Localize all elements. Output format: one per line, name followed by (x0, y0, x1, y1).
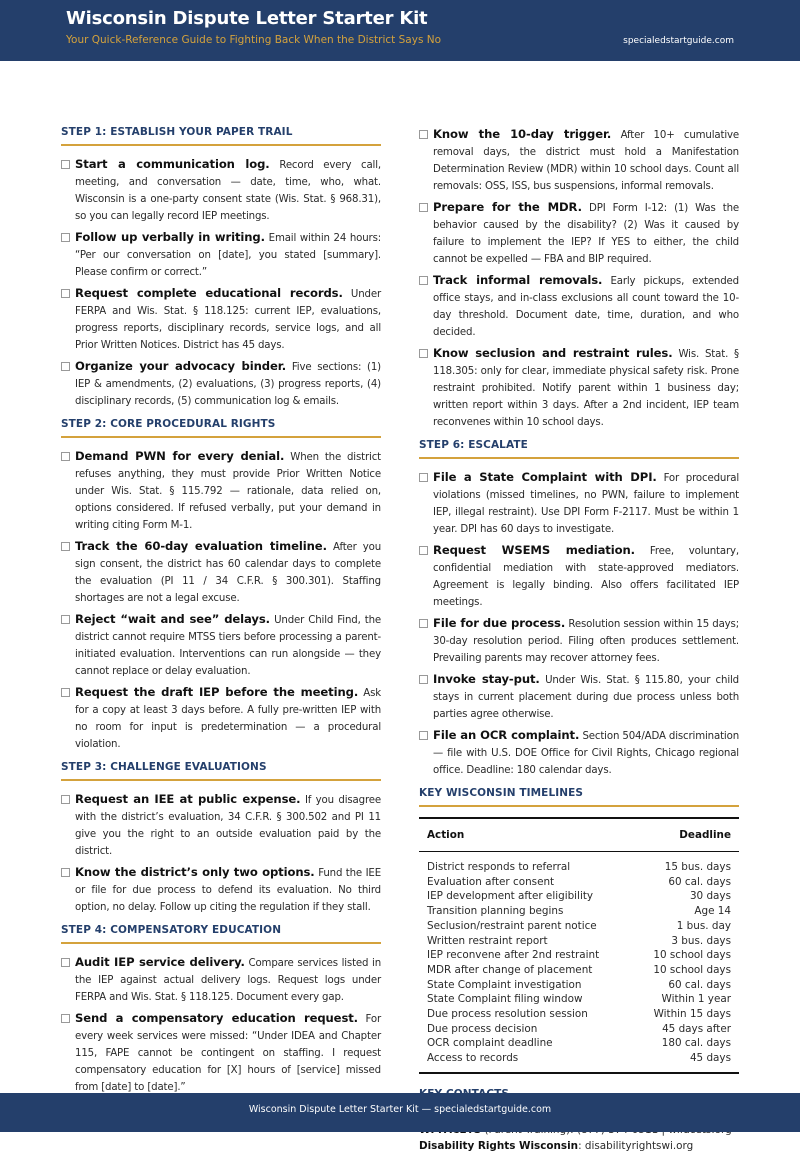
checkbox[interactable] (61, 452, 70, 461)
checklist-item (61, 791, 381, 860)
item-body: After 10+ cumulative removal days, the district must hold a Manifestation Determination Review (MDR) within 10 school days. Count all removals: OSS, ISS, bus suspensions, informal removals. (433, 130, 739, 192)
checklist-item (419, 345, 739, 431)
checklist-section (61, 761, 381, 916)
checklist-section (61, 418, 381, 753)
timeline-deadline: Within 15 days (653, 1008, 731, 1021)
table-row (419, 875, 739, 890)
timeline-deadline: 60 cal. days (668, 978, 731, 991)
checkbox[interactable] (61, 795, 70, 804)
checklist-item (61, 954, 381, 1006)
item-title: Request the draft IEP before the meeting. (75, 685, 359, 699)
item-body: Under Wis. Stat. § 115.80, your child stays in current placement during due process unless both parties agree otherwise. (433, 675, 739, 720)
timeline-action: Seclusion/restraint parent notice (427, 919, 597, 932)
checklist-item (419, 272, 739, 341)
item-body: Ask for a copy at least 3 days before. A fully pre-written IEP with no room for input is predetermination — a procedural violation. (75, 688, 382, 750)
timeline-deadline: 30 days (689, 890, 731, 903)
timeline-action: State Complaint filing window (427, 993, 583, 1006)
item-body: For every week services were missed: “Under IDEA and Chapter 115, FAPE cannot be contingent on staffing. I request compensatory education for [X] hours of [service] missed from [date] to [date].” (75, 1014, 382, 1093)
timeline-action: State Complaint investigation (427, 978, 582, 991)
item-body: Fund the IEE or file for due process to defend its evaluation. No third option, no delay. Follow up citing the regulation if they stall. (75, 868, 381, 913)
checkbox[interactable] (61, 362, 70, 371)
checklist-item (61, 156, 381, 225)
table-row (419, 904, 739, 919)
timeline-deadline: 60 cal. days (668, 875, 731, 888)
checkbox[interactable] (419, 473, 428, 482)
table-row (419, 852, 739, 875)
item-body: When the district refuses anything, they must provide Prior Written Notice under Wis. Stat. § 115.792 — rationale, data relied on, options considered. If refused verbally, put your demand in writing citing Form M-1. (75, 452, 381, 531)
item-title: Reject “wait and see” delays. (75, 612, 270, 626)
timeline-action: Due process decision (427, 1022, 538, 1035)
item-title: Request an IEE at public expense. (75, 792, 301, 806)
timeline-action: IEP reconvene after 2nd restraint (427, 949, 600, 962)
header-subtitle: Your Quick-Reference Guide to Fighting Back When the District Says No (66, 34, 442, 46)
checkbox[interactable] (419, 619, 428, 628)
timeline-deadline: 10 school days (653, 949, 731, 962)
checklist-item (419, 671, 739, 723)
item-body: If you disagree with the district’s evaluation, 34 C.F.R. § 300.502 and PI 11 give you the right to an outside evaluation paid by the district. (75, 795, 381, 857)
timelines-table (419, 817, 739, 1074)
checkbox[interactable] (61, 233, 70, 242)
item-body: Early pickups, extended office stays, and in-class exclusions all count toward the 10-day threshold. Document date, time, duration, and who decided. (433, 276, 739, 338)
section-title: STEP 4: COMPENSATORY EDUCATION (61, 924, 381, 944)
item-body: Under Child Find, the district cannot require MTSS tiers before processing a parent-initiated evaluation. Interventions can run alongside — they cannot replace or delay evaluation. (75, 615, 381, 677)
checklist-item (61, 358, 381, 410)
table-row (419, 1007, 739, 1022)
item-title: Know seclusion and restraint rules. (433, 346, 673, 360)
item-title: Prepare for the MDR. (433, 200, 582, 214)
timeline-deadline: 45 days after (662, 1022, 731, 1035)
section-title: STEP 1: ESTABLISH YOUR PAPER TRAIL (61, 126, 381, 146)
checklist-item (61, 1010, 381, 1096)
timeline-deadline: 180 cal. days (661, 1037, 731, 1050)
checklist-item (61, 684, 381, 753)
timeline-action: Evaluation after consent (427, 875, 555, 888)
checklist-item (61, 611, 381, 680)
checkbox[interactable] (61, 958, 70, 967)
timeline-deadline: 10 school days (653, 963, 731, 976)
column-header-action: Action (419, 818, 633, 852)
contact-name: Disability Rights Wisconsin (419, 1139, 579, 1152)
header-site-link[interactable]: specialedstartguide.com (623, 36, 734, 46)
item-title: Send a compensatory education request. (75, 1011, 358, 1025)
table-row (419, 992, 739, 1007)
item-body: Section 504/ADA discrimination — file with U.S. DOE Office for Civil Rights, Chicago regional office. Deadline: 180 calendar days. (433, 731, 739, 776)
timeline-action: Access to records (427, 1052, 519, 1065)
table-row (419, 934, 739, 949)
checkbox[interactable] (419, 546, 428, 555)
item-body: Free, voluntary, confidential mediation with state-approved mediators. Agreement is legally binding. Also offers facilitated IEP meetings. (433, 546, 739, 608)
item-title: Demand PWN for every denial. (75, 449, 285, 463)
checklist-item (61, 285, 381, 354)
item-body: Five sections: (1) IEP & amendments, (2) evaluations, (3) progress reports, (4) disciplinary records, (5) communication log & emails. (75, 362, 382, 407)
timeline-deadline: 45 days (689, 1052, 731, 1065)
timeline-deadline: 3 bus. days (671, 934, 731, 947)
item-body: For procedural violations (missed timelines, no PWN, failure to implement IEP, illegal restraint). Use DPI Form F-2117. Must be within 1 year. DPI has 60 days to investigate. (433, 473, 740, 535)
item-body: After you sign consent, the district has 60 calendar days to complete the evaluation (PI 11 / 34 C.F.R. § 300.301). Staffing shortages are not a legal excuse. (75, 542, 381, 604)
contact-detail: : disabilityrightswi.org (578, 1139, 694, 1152)
timeline-deadline: Age 14 (694, 905, 731, 918)
item-title: Invoke stay-put. (433, 672, 540, 686)
checkbox[interactable] (61, 542, 70, 551)
checkbox[interactable] (419, 203, 428, 212)
item-title: File an OCR complaint. (433, 728, 580, 742)
page-header (0, 0, 800, 61)
footer-text: Wisconsin Dispute Letter Starter Kit — specialedstartguide.com (248, 1104, 552, 1115)
item-body: Email within 24 hours: “Per our conversation on [date], you stated [summary]. Please confirm or correct.” (75, 233, 382, 278)
item-body: Wis. Stat. § 118.305: only for clear, immediate physical safety risk. Prone restraint prohibited. Notify parent within 1 business day; written report within 3 days. After a 2nd incident, IEP team reconvenes within 10 school days. (433, 349, 740, 428)
checklist-item (419, 126, 739, 195)
item-title: Follow up verbally in writing. (75, 230, 265, 244)
checkbox[interactable] (419, 130, 428, 139)
timeline-action: OCR complaint deadline (427, 1037, 553, 1050)
item-body: Compare services listed in the IEP against actual delivery logs. Request logs under FERPA and Wis. Stat. § 118.125. Document every gap. (75, 958, 382, 1003)
table-row (419, 963, 739, 978)
item-title: Request complete educational records. (75, 286, 343, 300)
checkbox[interactable] (61, 289, 70, 298)
item-body: Resolution session within 15 days; 30-day resolution period. Filing often produces settlement. Prevailing parents may recover attorney fees. (433, 619, 739, 664)
checklist-item (419, 727, 739, 779)
item-title: Request WSEMS mediation. (433, 543, 635, 557)
item-title: Audit IEP service delivery. (75, 955, 245, 969)
timeline-action: Due process resolution session (427, 1008, 588, 1021)
checkbox[interactable] (419, 349, 428, 358)
checklist-item (61, 448, 381, 534)
checklist-item (419, 469, 739, 538)
item-title: Know the 10-day trigger. (433, 127, 612, 141)
table-row (419, 889, 739, 904)
page-footer (0, 1093, 800, 1132)
section-title: STEP 3: CHALLENGE EVALUATIONS (61, 761, 381, 781)
timeline-deadline: 15 bus. days (664, 861, 731, 873)
column-header-deadline: Deadline (633, 818, 739, 852)
timeline-action: MDR after change of placement (427, 963, 593, 976)
section-title: STEP 2: CORE PROCEDURAL RIGHTS (61, 418, 381, 438)
item-title: Start a communication log. (75, 157, 270, 171)
checklist-item (419, 199, 739, 268)
item-title: Organize your advocacy binder. (75, 359, 287, 373)
table-row (419, 978, 739, 993)
table-row (419, 919, 739, 934)
right-column (419, 126, 739, 1154)
timeline-action: Written restraint report (427, 934, 548, 947)
timeline-action: IEP development after eligibility (427, 890, 594, 903)
item-title: File for due process. (433, 616, 566, 630)
checkbox[interactable] (61, 868, 70, 877)
table-header-row (419, 818, 739, 852)
checklist-item (419, 542, 739, 611)
timeline-action: District responds to referral (427, 861, 571, 873)
checklist-item (419, 615, 739, 667)
left-column (61, 126, 381, 1134)
checkbox[interactable] (419, 276, 428, 285)
item-title: File a State Complaint with DPI. (433, 470, 657, 484)
checklist-item (61, 864, 381, 916)
checkbox[interactable] (61, 1014, 70, 1023)
timeline-deadline: Within 1 year (661, 993, 731, 1006)
item-title: Track the 60-day evaluation timeline. (75, 539, 327, 553)
contact-line (419, 1138, 739, 1154)
timeline-deadline: 1 bus. day (676, 919, 731, 932)
checkbox[interactable] (419, 731, 428, 740)
checklist-item (61, 538, 381, 607)
item-title: Know the district’s only two options. (75, 865, 315, 879)
header-title: Wisconsin Dispute Letter Starter Kit (66, 8, 428, 29)
checklist-section (61, 924, 381, 1096)
table-row (419, 1022, 739, 1037)
checkbox[interactable] (61, 688, 70, 697)
table-row (419, 1036, 739, 1051)
checkbox[interactable] (419, 675, 428, 684)
table-row (419, 948, 739, 963)
table-row (419, 1051, 739, 1073)
checkbox[interactable] (61, 160, 70, 169)
item-body: DPI Form I-12: (1) Was the behavior caused by the disability? (2) Was it caused by failure to implement the IEP? If YES to either, the child cannot be expelled — FBA and BIP required. (433, 203, 739, 265)
timeline-action: Transition planning begins (427, 905, 564, 918)
checklist-item (61, 229, 381, 281)
checklist-section (419, 126, 739, 431)
checklist-section (61, 126, 381, 410)
item-body: Record every call, meeting, and conversation — date, time, who, what. Wisconsin is a one-party consent state (Wis. Stat. § 968.31), so you can legally record IEP meetings. (75, 160, 381, 222)
item-title: Track informal removals. (433, 273, 603, 287)
item-body: Under FERPA and Wis. Stat. § 118.125: current IEP, evaluations, progress reports, disciplinary records, service logs, and all Prior Written Notices. District has 45 days. (75, 289, 382, 351)
section-title: STEP 6: ESCALATE (419, 439, 739, 459)
timelines-title: KEY WISCONSIN TIMELINES (419, 787, 739, 807)
checkbox[interactable] (61, 615, 70, 624)
checklist-section (419, 439, 739, 779)
